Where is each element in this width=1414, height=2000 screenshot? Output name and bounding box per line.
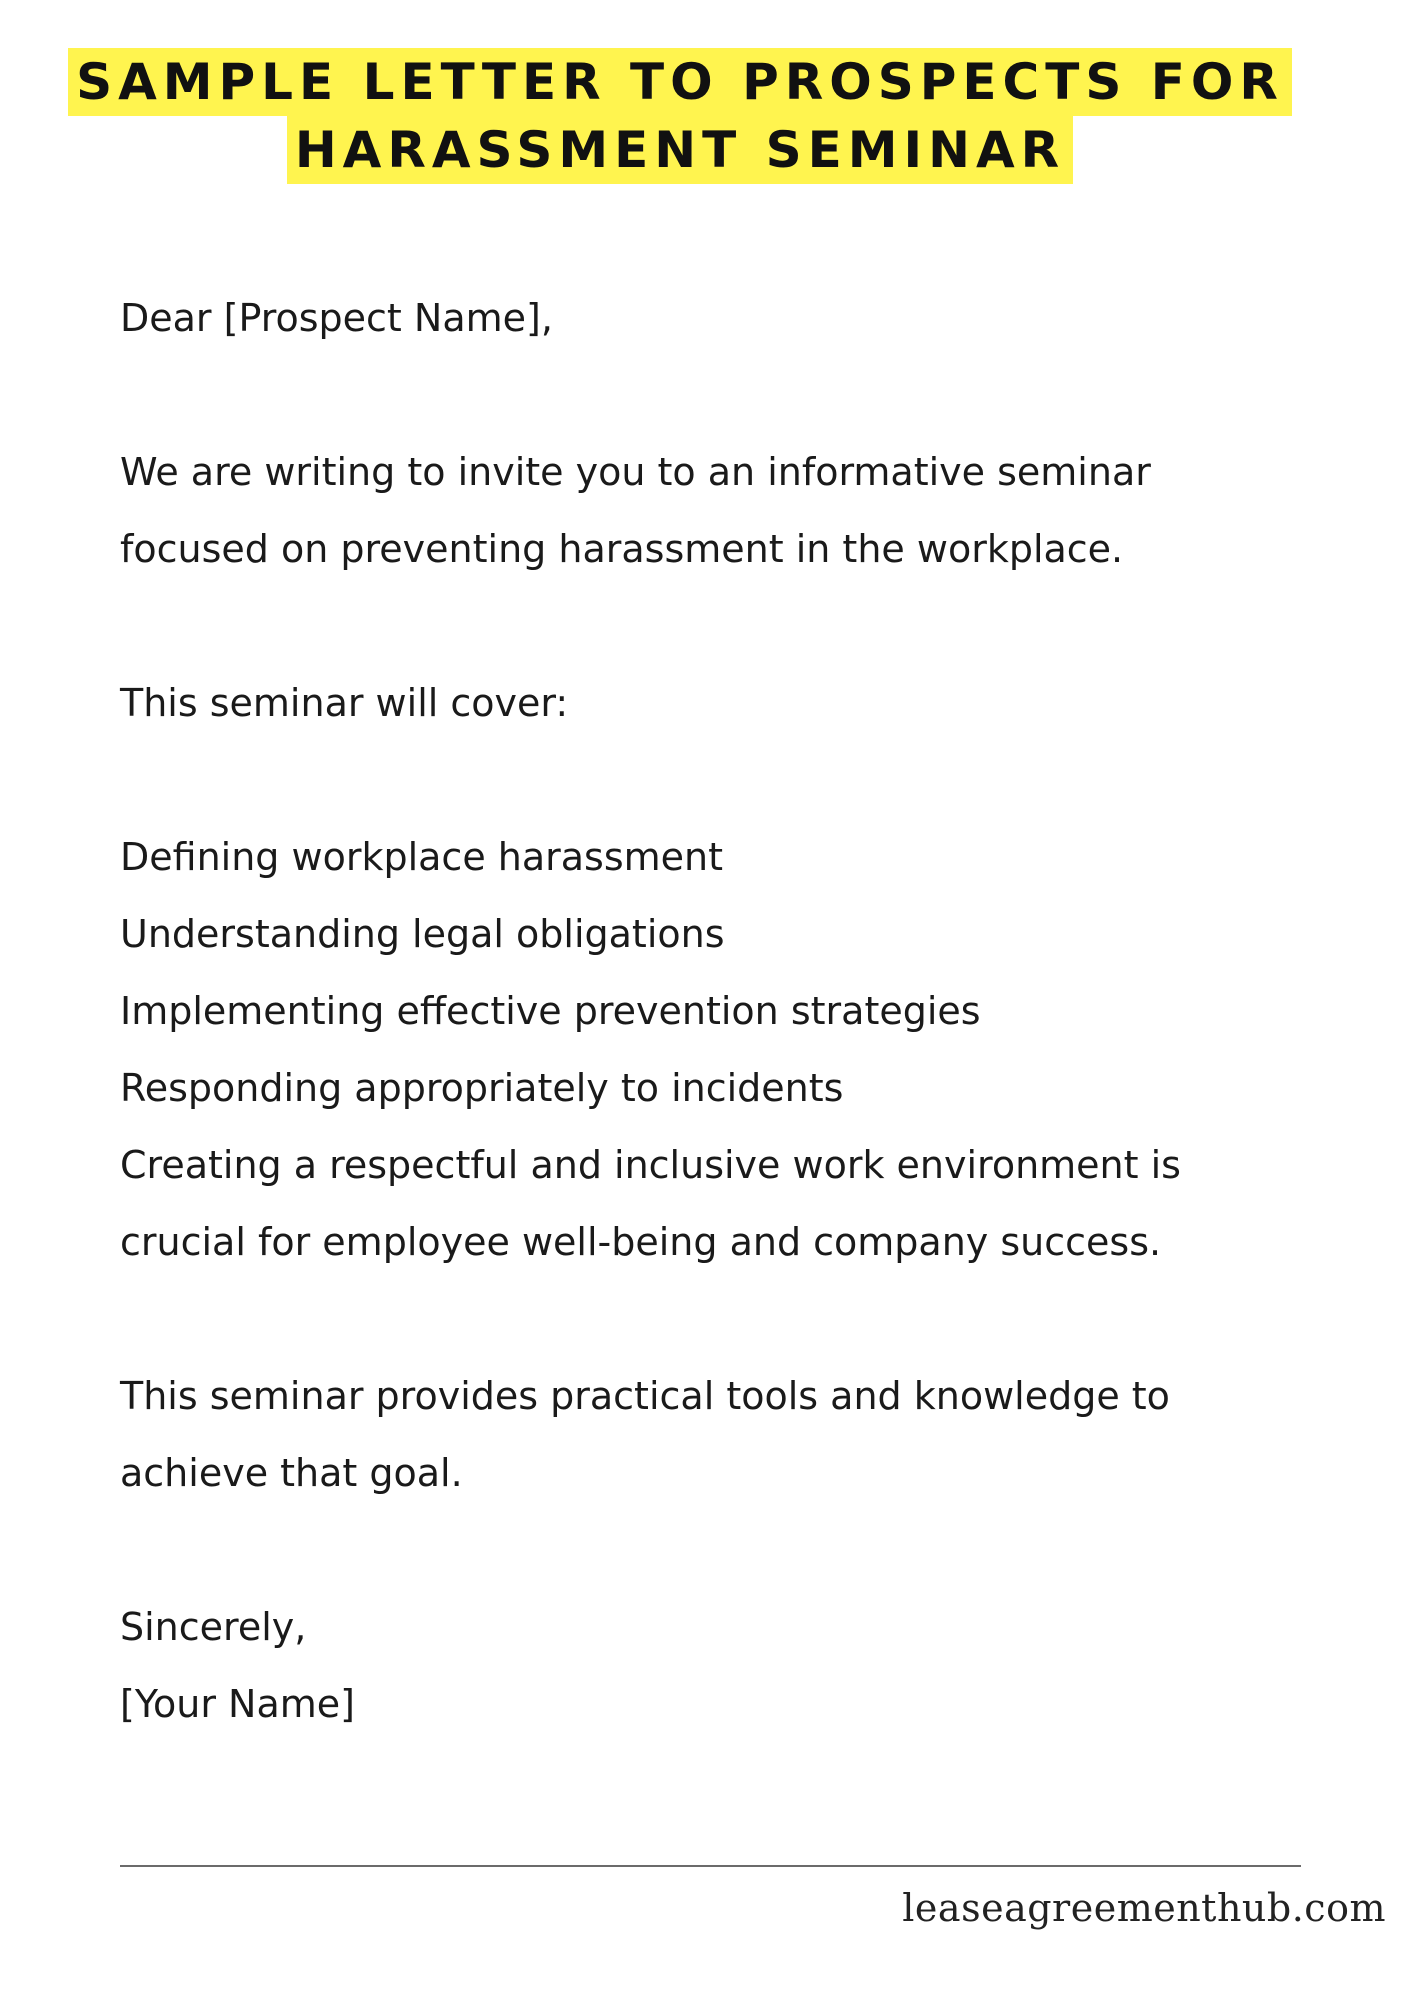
salutation: Dear [Prospect Name],: [120, 296, 553, 340]
signoff: Sincerely,: [120, 1605, 307, 1649]
list-item: Understanding legal obligations: [120, 912, 725, 956]
signature: [Your Name]: [120, 1682, 355, 1726]
list-item: Defining workplace harassment: [120, 835, 724, 879]
spacer: [120, 1281, 1350, 1358]
list-item: Implementing effective prevention strategies: [120, 989, 981, 1033]
spacer: [120, 357, 1350, 434]
intro-line-2: focused on preventing harassment in the workplace.: [120, 527, 1124, 571]
closing-line-2: achieve that goal.: [120, 1451, 463, 1495]
footer-divider: [120, 1865, 1301, 1867]
closing-line-1: This seminar provides practical tools and knowledge to: [120, 1374, 1170, 1418]
spacer: [120, 1512, 1350, 1589]
list-item: Responding appropriately to incidents: [120, 1066, 844, 1110]
cover-heading: This seminar will cover:: [120, 681, 569, 725]
importance-line-1: Creating a respectful and inclusive work environment is: [120, 1143, 1181, 1187]
title-line-2: HARASSMENT SEMINAR: [287, 116, 1073, 184]
letter-body: [120, 280, 1350, 1743]
topic-list: [120, 819, 1350, 1127]
footer-brand: leaseagreementhub.com: [902, 1886, 1386, 1930]
title-line-1: SAMPLE LETTER TO PROSPECTS FOR: [68, 48, 1292, 116]
page-title: [0, 48, 1360, 184]
spacer: [120, 588, 1350, 665]
importance-line-2: crucial for employee well-being and company success.: [120, 1220, 1162, 1264]
intro-line-1: We are writing to invite you to an informative seminar: [120, 450, 1151, 494]
spacer: [120, 742, 1350, 819]
